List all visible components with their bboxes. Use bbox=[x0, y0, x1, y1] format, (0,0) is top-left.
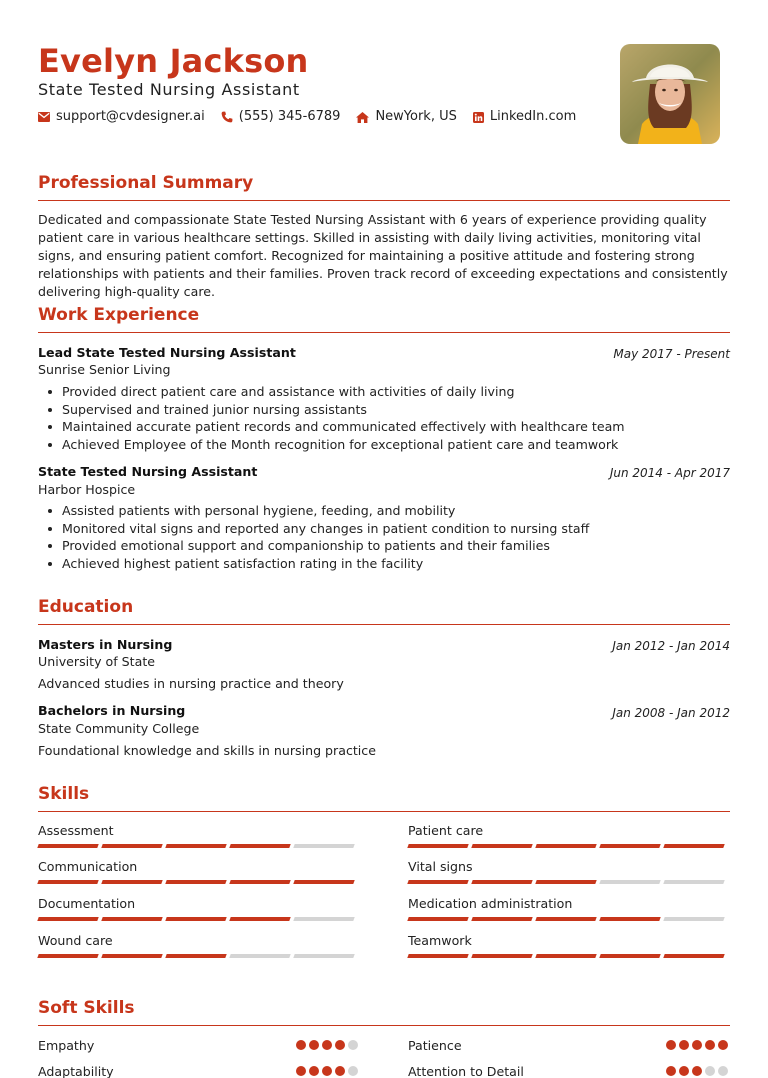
skill-level-segment bbox=[535, 954, 596, 958]
job-title: Lead State Tested Nursing Assistant bbox=[38, 345, 296, 360]
skill-item bbox=[38, 932, 358, 958]
soft-skill-item bbox=[38, 1036, 358, 1054]
skill-level-segment bbox=[599, 917, 660, 921]
skill-level-segment bbox=[101, 880, 162, 884]
skill-level-segment bbox=[599, 880, 660, 884]
skill-level-segment bbox=[165, 880, 226, 884]
skill-level-segment bbox=[229, 954, 290, 958]
soft-skill-label: Empathy bbox=[38, 1037, 95, 1053]
skill-level-segment bbox=[165, 954, 226, 958]
experience-divider bbox=[38, 332, 730, 333]
skill-level-segment bbox=[663, 954, 724, 958]
rating-dot bbox=[296, 1066, 306, 1076]
job-organization: Harbor Hospice bbox=[38, 482, 136, 497]
skill-level-segment bbox=[535, 880, 596, 884]
job-bullet: Monitored vital signs and reported any changes in patient condition to nursing staff bbox=[38, 520, 589, 538]
skill-item bbox=[38, 895, 358, 921]
contact-linkedin[interactable] bbox=[473, 108, 576, 126]
rating-dot bbox=[348, 1066, 358, 1076]
skill-item bbox=[408, 822, 728, 848]
skill-level-segment bbox=[101, 844, 162, 848]
skills-divider bbox=[38, 811, 730, 812]
job-bullet: Achieved Employee of the Month recognition for exceptional patient care and teamwork bbox=[38, 436, 625, 454]
rating-dot bbox=[705, 1040, 715, 1050]
job-date: May 2017 - Present bbox=[613, 347, 730, 361]
rating-dot bbox=[692, 1066, 702, 1076]
rating-dot bbox=[309, 1040, 319, 1050]
skill-level-segment bbox=[293, 880, 354, 884]
skill-level-segment bbox=[663, 917, 724, 921]
skill-level-bar bbox=[408, 917, 728, 921]
skill-level-segment bbox=[293, 844, 354, 848]
soft-skill-item bbox=[408, 1062, 728, 1078]
skill-level-segment bbox=[471, 917, 532, 921]
job-bullet: Provided emotional support and companionship to patients and their families bbox=[38, 537, 589, 555]
skill-level-segment bbox=[407, 880, 468, 884]
job-bullet: Assisted patients with personal hygiene, feeding, and mobility bbox=[38, 502, 589, 520]
job-bullet: Maintained accurate patient records and communicated effectively with healthcare team bbox=[38, 418, 625, 436]
skill-level-bar bbox=[408, 880, 728, 884]
soft-skill-rating bbox=[293, 1066, 358, 1076]
skill-level-segment bbox=[599, 954, 660, 958]
education-heading: Education bbox=[38, 597, 134, 617]
skill-level-segment bbox=[165, 844, 226, 848]
skill-level-segment bbox=[663, 844, 724, 848]
skill-level-segment bbox=[407, 917, 468, 921]
resume-page bbox=[38, 0, 730, 1078]
skill-level-segment bbox=[599, 844, 660, 848]
skill-item bbox=[408, 895, 728, 921]
skill-level-segment bbox=[37, 954, 98, 958]
rating-dot bbox=[335, 1040, 345, 1050]
soft-skill-label: Patience bbox=[408, 1037, 462, 1053]
rating-dot bbox=[348, 1040, 358, 1050]
contact-location bbox=[356, 108, 456, 126]
degree-date: Jan 2008 - Jan 2012 bbox=[612, 706, 730, 720]
job-bullet: Supervised and trained junior nursing assistants bbox=[38, 401, 625, 419]
skill-level-segment bbox=[535, 917, 596, 921]
phone-text: (555) 345-6789 bbox=[238, 109, 341, 124]
skill-level-segment bbox=[37, 844, 98, 848]
skill-level-segment bbox=[101, 954, 162, 958]
rating-dot bbox=[718, 1066, 728, 1076]
linkedin-icon bbox=[473, 112, 484, 123]
skills-heading: Skills bbox=[38, 784, 90, 804]
skill-level-bar bbox=[408, 844, 728, 848]
skill-label: Patient care bbox=[408, 823, 484, 838]
skill-label: Wound care bbox=[38, 933, 113, 948]
skill-level-bar bbox=[38, 880, 358, 884]
email-text: support@cvdesigner.ai bbox=[56, 109, 205, 124]
degree-description: Advanced studies in nursing practice and theory bbox=[38, 676, 344, 691]
skill-item bbox=[408, 858, 728, 884]
skill-item bbox=[38, 858, 358, 884]
skill-level-segment bbox=[535, 844, 596, 848]
skill-level-segment bbox=[229, 917, 290, 921]
job-bullet: Provided direct patient care and assistance with activities of daily living bbox=[38, 383, 625, 401]
skill-level-segment bbox=[37, 880, 98, 884]
job-bullets bbox=[38, 383, 625, 453]
rating-dot bbox=[666, 1066, 676, 1076]
skill-level-segment bbox=[407, 954, 468, 958]
education-divider bbox=[38, 624, 730, 625]
summary-divider bbox=[38, 200, 730, 201]
contact-row bbox=[38, 108, 592, 126]
soft-skill-label: Adaptability bbox=[38, 1063, 114, 1078]
candidate-name: Evelyn Jackson bbox=[38, 42, 309, 80]
skill-label: Documentation bbox=[38, 896, 136, 911]
contact-phone[interactable] bbox=[221, 108, 341, 126]
rating-dot bbox=[705, 1066, 715, 1076]
school-name: State Community College bbox=[38, 721, 200, 736]
degree-title: Bachelors in Nursing bbox=[38, 703, 186, 718]
rating-dot bbox=[679, 1040, 689, 1050]
rating-dot bbox=[322, 1066, 332, 1076]
summary-text: Dedicated and compassionate State Tested Nursing Assistant with 6 years of experience providing quality patient care in various healthcare settings. Skilled in assisting with daily living activities, monitoring vital signs, and ensuring patient comfort. Recognized for maintaining a positive attitude and fostering strong relationships with patients and their families. Proven track record of exceeding expectations and consistently delivering high-quality care. bbox=[38, 212, 728, 299]
phone-icon bbox=[221, 111, 233, 123]
linkedin-text: LinkedIn.com bbox=[489, 109, 577, 124]
skill-level-segment bbox=[471, 954, 532, 958]
job-date: Jun 2014 - Apr 2017 bbox=[609, 466, 730, 480]
soft-skills-divider bbox=[38, 1025, 730, 1026]
skill-level-bar bbox=[408, 954, 728, 958]
skill-label: Communication bbox=[38, 859, 138, 874]
soft-skill-label: Attention to Detail bbox=[408, 1063, 524, 1078]
skill-level-segment bbox=[471, 844, 532, 848]
skill-label: Teamwork bbox=[408, 933, 472, 948]
skill-level-segment bbox=[101, 917, 162, 921]
skill-level-bar bbox=[38, 917, 358, 921]
skill-label: Medication administration bbox=[408, 896, 573, 911]
rating-dot bbox=[718, 1040, 728, 1050]
skill-item bbox=[408, 932, 728, 958]
degree-description: Foundational knowledge and skills in nursing practice bbox=[38, 743, 376, 758]
skill-level-segment bbox=[293, 917, 354, 921]
skill-level-segment bbox=[471, 880, 532, 884]
rating-dot bbox=[679, 1066, 689, 1076]
skill-level-bar bbox=[38, 844, 358, 848]
skill-level-segment bbox=[229, 844, 290, 848]
home-icon bbox=[356, 112, 369, 123]
job-title: State Tested Nursing Assistant bbox=[38, 464, 258, 479]
skill-level-segment bbox=[37, 917, 98, 921]
school-name: University of State bbox=[38, 654, 156, 669]
soft-skill-rating bbox=[663, 1040, 728, 1050]
skill-level-segment bbox=[165, 917, 226, 921]
soft-skill-item bbox=[38, 1062, 358, 1078]
soft-skill-rating bbox=[663, 1066, 728, 1076]
envelope-icon bbox=[38, 112, 50, 122]
rating-dot bbox=[666, 1040, 676, 1050]
degree-title: Masters in Nursing bbox=[38, 637, 173, 652]
skill-label: Vital signs bbox=[408, 859, 473, 874]
location-text: NewYork, US bbox=[375, 109, 457, 124]
rating-dot bbox=[322, 1040, 332, 1050]
rating-dot bbox=[335, 1066, 345, 1076]
profile-photo bbox=[620, 44, 720, 144]
job-bullet: Achieved highest patient satisfaction rating in the facility bbox=[38, 555, 589, 573]
skill-level-segment bbox=[407, 844, 468, 848]
experience-heading: Work Experience bbox=[38, 305, 200, 325]
contact-email[interactable] bbox=[38, 108, 205, 126]
rating-dot bbox=[309, 1066, 319, 1076]
soft-skill-rating bbox=[293, 1040, 358, 1050]
soft-skills-heading: Soft Skills bbox=[38, 998, 135, 1018]
degree-date: Jan 2012 - Jan 2014 bbox=[612, 639, 730, 653]
skill-item bbox=[38, 822, 358, 848]
skill-level-segment bbox=[229, 880, 290, 884]
skill-level-bar bbox=[38, 954, 358, 958]
skill-label: Assessment bbox=[38, 823, 114, 838]
summary-heading: Professional Summary bbox=[38, 173, 254, 193]
job-bullets bbox=[38, 502, 589, 572]
skill-level-segment bbox=[663, 880, 724, 884]
rating-dot bbox=[692, 1040, 702, 1050]
job-organization: Sunrise Senior Living bbox=[38, 362, 171, 377]
candidate-title: State Tested Nursing Assistant bbox=[38, 80, 300, 99]
rating-dot bbox=[296, 1040, 306, 1050]
skill-level-segment bbox=[293, 954, 354, 958]
soft-skill-item bbox=[408, 1036, 728, 1054]
